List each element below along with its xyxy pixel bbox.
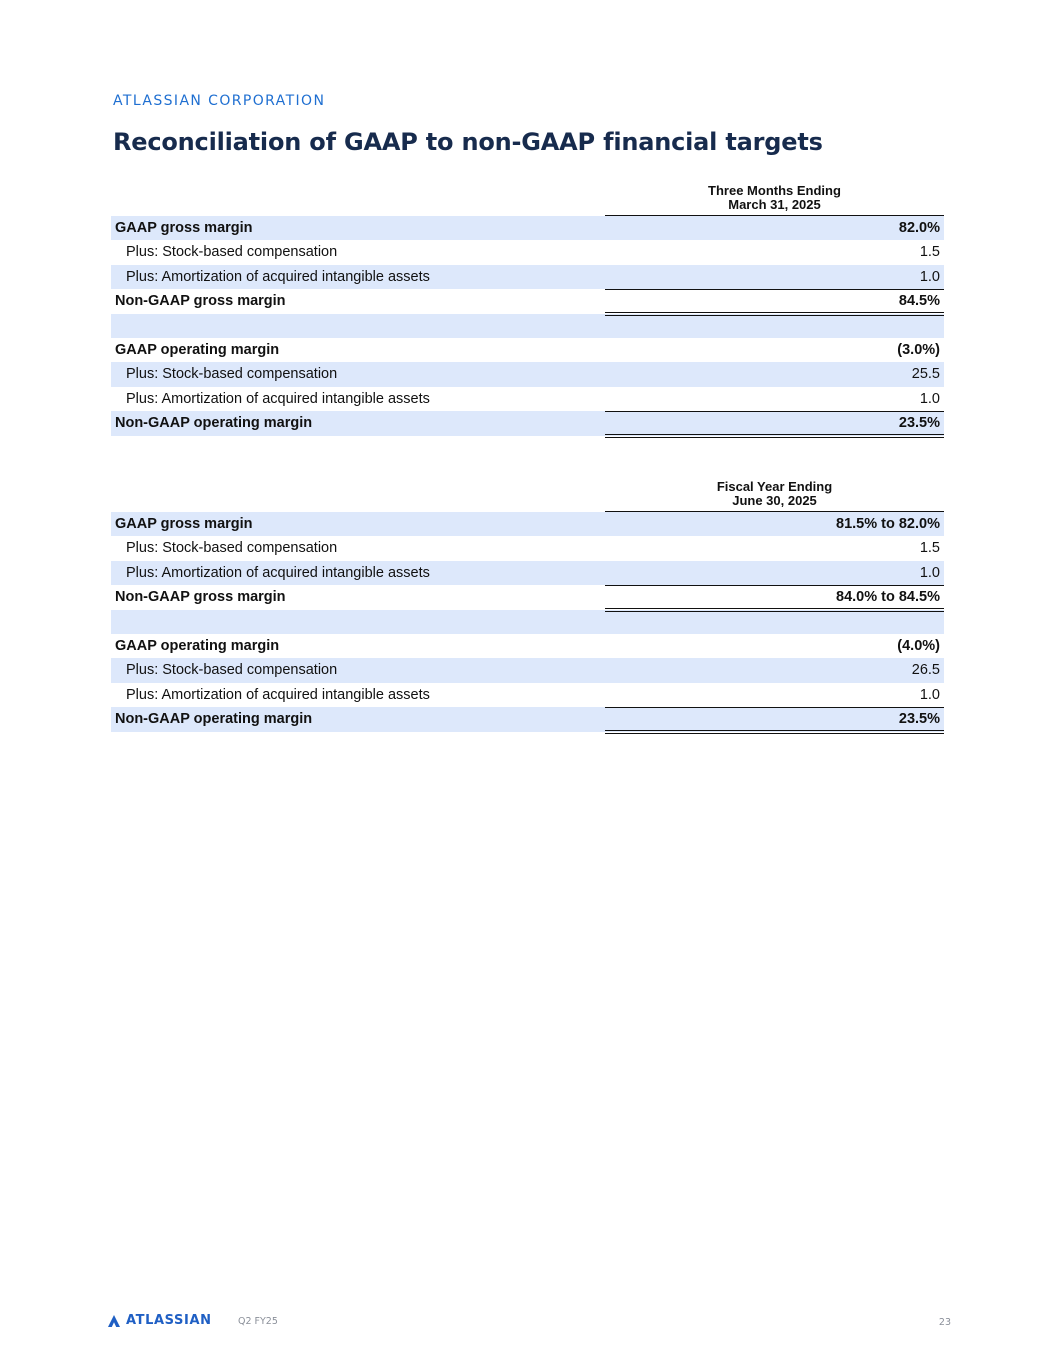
table-row: [111, 338, 944, 362]
row-value: 23.5%: [898, 711, 940, 728]
row-value: 1.5: [919, 540, 940, 557]
table-row: [111, 362, 944, 386]
column-header-line-2: June 30, 2025: [732, 493, 817, 508]
row-value: 84.5%: [898, 293, 940, 310]
row-label: Plus: Amortization of acquired intangible assets: [126, 390, 430, 407]
table-row: [111, 585, 944, 609]
row-label: Plus: Stock-based compensation: [126, 540, 338, 557]
subtotal-rule: [605, 289, 944, 290]
subtotal-rule: [605, 707, 944, 708]
page-number: 23: [938, 1317, 951, 1328]
total-double-rule: [605, 608, 944, 612]
table-row-spacer: [111, 610, 944, 634]
row-value: 1.0: [919, 686, 940, 703]
total-double-rule: [605, 434, 944, 438]
table-row: [111, 634, 944, 658]
table-column-header: [111, 184, 944, 216]
company-name: ATLASSIAN CORPORATION: [113, 93, 326, 109]
fiscal-year-reconciliation-table: [111, 480, 944, 732]
row-value: 23.5%: [898, 415, 940, 432]
table-row: [111, 512, 944, 536]
row-label: Non-GAAP gross margin: [115, 589, 286, 606]
row-value: 82.0%: [898, 220, 940, 236]
table-row: [111, 411, 944, 435]
row-label: GAAP gross margin: [115, 220, 253, 236]
row-label: GAAP operating margin: [115, 637, 280, 654]
page-title: Reconciliation of GAAP to non-GAAP financial targets: [113, 128, 823, 156]
row-label: Non-GAAP operating margin: [115, 711, 313, 728]
row-value: 25.5: [911, 366, 940, 383]
total-double-rule: [605, 312, 944, 316]
table-row: [111, 216, 944, 240]
table-row: [111, 561, 944, 585]
subtotal-rule: [605, 411, 944, 412]
table-row: [111, 683, 944, 707]
table-row: [111, 707, 944, 731]
table-row: [111, 658, 944, 682]
row-value: 1.0: [919, 268, 940, 285]
row-label: Plus: Amortization of acquired intangible assets: [126, 268, 430, 285]
row-label: Plus: Stock-based compensation: [126, 244, 338, 261]
table-row: [111, 536, 944, 560]
table-row: [111, 289, 944, 313]
row-value: 81.5% to 82.0%: [836, 516, 940, 532]
row-value: 1.0: [919, 390, 940, 407]
row-value: (3.0%): [897, 341, 940, 358]
row-value: (4.0%): [897, 637, 940, 654]
table-row: [111, 387, 944, 411]
row-label: GAAP gross margin: [115, 516, 253, 532]
row-label: Plus: Amortization of acquired intangible assets: [126, 564, 430, 581]
table-column-header: [111, 480, 944, 512]
row-value: 1.5: [919, 244, 940, 261]
quarter-reconciliation-table: [111, 184, 944, 436]
table-row-spacer: [111, 314, 944, 338]
row-value: 1.0: [919, 564, 940, 581]
total-double-rule: [605, 730, 944, 734]
row-value: 84.0% to 84.5%: [836, 589, 940, 606]
footer-period: Q2 FY25: [238, 1316, 278, 1327]
footer-logo-text: ATLASSIAN: [126, 1313, 212, 1328]
atlassian-logo-icon: [107, 1314, 121, 1328]
column-header-line-2: March 31, 2025: [728, 197, 821, 212]
column-header-line-1: Fiscal Year Ending: [716, 479, 833, 494]
table-row: [111, 265, 944, 289]
table-row: [111, 240, 944, 264]
row-label: Plus: Stock-based compensation: [126, 366, 338, 383]
row-label: Non-GAAP gross margin: [115, 293, 286, 310]
row-label: GAAP operating margin: [115, 341, 280, 358]
row-label: Non-GAAP operating margin: [115, 415, 313, 432]
column-header-line-1: Three Months Ending: [708, 183, 841, 198]
footer-logo: [107, 1313, 212, 1328]
row-label: Plus: Stock-based compensation: [126, 662, 338, 679]
row-value: 26.5: [911, 662, 940, 679]
row-label: Plus: Amortization of acquired intangible assets: [126, 686, 430, 703]
subtotal-rule: [605, 585, 944, 586]
